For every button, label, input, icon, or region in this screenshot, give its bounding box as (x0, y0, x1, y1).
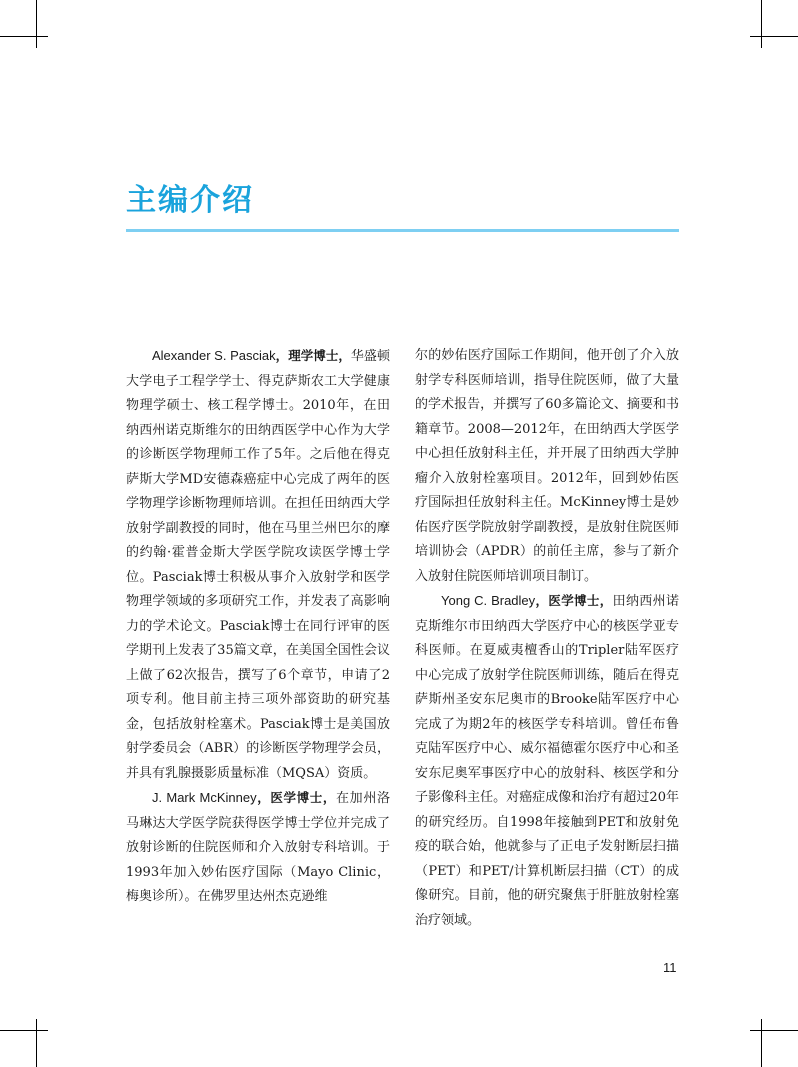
bio-text: 尔的妙佑医疗国际工作期间，他开创了介入放射学专科医师培训，指导住院医师，做了大量的学术报告，并撰写了60多篇论文、摘要和书籍章节。2008—2012年，在田纳西大学医学中心担任放射科主任，并开展了田纳西大学肿瘤介入放射栓塞项目。2012年，回到妙佑医疗国际担任放射科主任。McKinney博士是妙佑医疗医学院放射学副教授，是放射住院医师培训协会（APDR）的前任主席，参与了新介入放射住院医师培训项目制订。 (415, 348, 679, 584)
bio-name: Alexander S. Pasciak (152, 348, 276, 363)
crop-mark (750, 1030, 798, 1031)
bio-degree: ，理学博士， (275, 348, 351, 363)
bio-degree: ，医学博士， (535, 593, 613, 608)
bio-text: 华盛顿大学电子工程学学士、得克萨斯农工大学健康物理学硕士、核工程学博士。2010年，在田纳西州诺克斯维尔的田纳西医学中心作为大学的诊断医学物理师工作了5年。之后他在得克萨斯大学MD安德森癌症中心完成了两年的医学物理学诊断物理师培训。在担任田纳西大学放射学副教授的同时，他在马里兰州巴尔的摩的约翰·霍普金斯大学医学院攻读医学博士学位。Pasciak博士积极从事介入放射学和医学物理学领域的多项研究工作，并发表了高影响力的学术论文。Pasciak博士在同行评审的医学期刊上发表了35篇文章，在美国全国性会议上做了62次报告，撰写了6个章节，申请了2项专利。他目前主持三项外部资助的研究基金，包括放射栓塞术。Pasciak博士是美国放射学委员会（ABR）的诊断医学物理学会员，并具有乳腺摄影质量标准（MQSA）资质。 (126, 349, 390, 781)
bio-degree: ，医学博士， (256, 790, 337, 805)
bio-text: 田纳西州诺克斯维尔市田纳西大学医疗中心的核医学亚专科医师。在夏威夷檀香山的Tripler陆军医疗中心完成了放射学住院医师训练，随后在得克萨斯州圣安东尼奥市的Brooke陆军医疗中心完成了为期2年的核医学专科培训。曾任布鲁克陆军医疗中心、威尔福德霍尔医疗中心和圣安东尼奥军事医疗中心的放射科、核医学和分子影像科主任。对癌症成像和治疗有超过20年的研究经历。自1998年接触到PET和放射免疫的联合始，他就参与了正电子发射断层扫描（PET）和PET/计算机断层扫描（CT）的成像研究。目前，他的研究聚焦于肝脏放射栓塞治疗领域。 (415, 594, 679, 928)
bio-name: Yong C. Bradley (441, 593, 536, 608)
crop-mark (750, 36, 798, 37)
crop-mark (36, 1019, 37, 1067)
section-title: 主编介绍 (126, 183, 254, 218)
crop-mark (36, 0, 37, 48)
title-underline (126, 229, 679, 232)
left-column (126, 344, 390, 910)
page-number: 11 (663, 960, 677, 975)
bio-paragraph-mckinney-continued (415, 344, 679, 589)
crop-mark (0, 36, 48, 37)
bio-text: 在加州洛马琳达大学医学院获得医学博士学位并完成了放射诊断的住院医师和介入放射专科培训。于1993年加入妙佑医疗国际（Mayo Clinic，梅奥诊所）。在佛罗里达州杰克逊维 (126, 791, 390, 904)
bio-paragraph-mckinney (126, 786, 390, 910)
bio-name: J. Mark McKinney (152, 790, 257, 805)
bio-paragraph-bradley (415, 589, 679, 933)
right-column (415, 344, 679, 933)
crop-mark (761, 0, 762, 48)
bio-paragraph-pasciak (126, 344, 390, 786)
crop-mark (0, 1030, 48, 1031)
crop-mark (761, 1019, 762, 1067)
